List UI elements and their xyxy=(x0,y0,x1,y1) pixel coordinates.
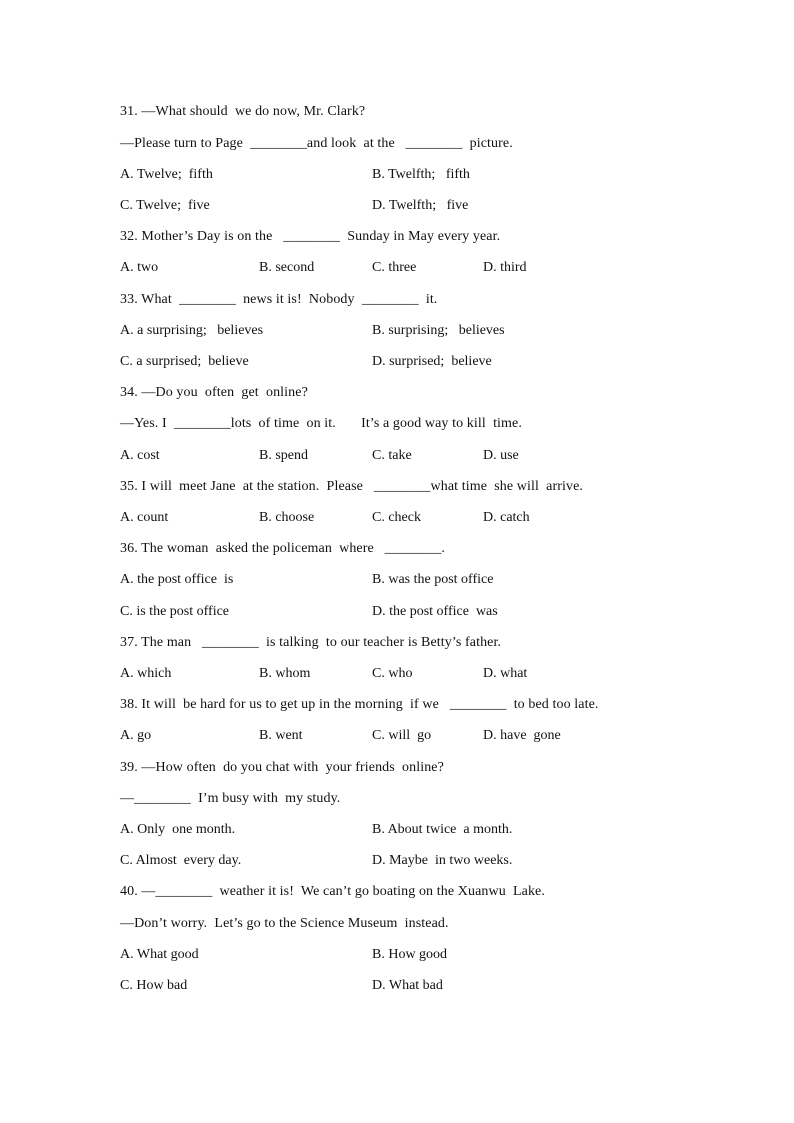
question-39-option-b[interactable]: B. About twice a month. xyxy=(372,822,513,837)
question-40-stem: 40. —________ weather it is! We can’t go boating on the Xuanwu Lake. xyxy=(120,884,545,899)
question-37-option-d[interactable]: D. what xyxy=(483,666,528,681)
question-35-option-b[interactable]: B. choose xyxy=(259,510,315,525)
question-40-option-d[interactable]: D. What bad xyxy=(372,978,443,993)
question-37-option-a[interactable]: A. which xyxy=(120,666,172,681)
question-31-option-b[interactable]: B. Twelfth; fifth xyxy=(372,167,470,182)
question-39-stem: 39. —How often do you chat with your friends online? xyxy=(120,760,444,775)
question-38-option-c[interactable]: C. will go xyxy=(372,728,432,743)
question-34-stem: 34. —Do you often get online? xyxy=(120,385,308,400)
question-40-option-a[interactable]: A. What good xyxy=(120,947,199,962)
question-31-option-a[interactable]: A. Twelve; fifth xyxy=(120,167,213,182)
question-38-stem: 38. It will be hard for us to get up in the morning if we ________ to bed too late. xyxy=(120,697,599,712)
question-35-option-a[interactable]: A. count xyxy=(120,510,169,525)
question-32-option-d[interactable]: D. third xyxy=(483,260,527,275)
question-39-option-c[interactable]: C. Almost every day. xyxy=(120,853,242,868)
question-32-option-b[interactable]: B. second xyxy=(259,260,315,275)
question-34-reply: —Yes. I ________lots of time on it. It’s a good way to kill time. xyxy=(120,416,522,431)
question-39-option-d[interactable]: D. Maybe in two weeks. xyxy=(372,853,513,868)
question-34-option-a[interactable]: A. cost xyxy=(120,448,160,463)
question-32-stem: 32. Mother’s Day is on the ________ Sunday in May every year. xyxy=(120,229,501,244)
question-31-option-d[interactable]: D. Twelfth; five xyxy=(372,198,469,213)
question-31-reply: —Please turn to Page ________and look at the ________ picture. xyxy=(120,136,513,151)
question-34-option-d[interactable]: D. use xyxy=(483,448,519,463)
question-38-option-a[interactable]: A. go xyxy=(120,728,152,743)
question-32-option-a[interactable]: A. two xyxy=(120,260,159,275)
question-33-stem: 33. What ________ news it is! Nobody ________ it. xyxy=(120,292,438,307)
question-36-stem: 36. The woman asked the policeman where ________. xyxy=(120,541,446,556)
question-35-stem: 35. I will meet Jane at the station. Please ________what time she will arrive. xyxy=(120,479,584,494)
question-38-option-d[interactable]: D. have gone xyxy=(483,728,561,743)
question-34-option-c[interactable]: C. take xyxy=(372,448,412,463)
question-35-option-c[interactable]: C. check xyxy=(372,510,421,525)
question-35-option-d[interactable]: D. catch xyxy=(483,510,530,525)
question-37-option-c[interactable]: C. who xyxy=(372,666,413,681)
question-34-option-b[interactable]: B. spend xyxy=(259,448,308,463)
question-37-stem: 37. The man ________ is talking to our teacher is Betty’s father. xyxy=(120,635,502,650)
question-36-option-c[interactable]: C. is the post office xyxy=(120,604,230,619)
question-36-option-d[interactable]: D. the post office was xyxy=(372,604,498,619)
question-36-option-a[interactable]: A. the post office is xyxy=(120,572,234,587)
question-33-option-c[interactable]: C. a surprised; believe xyxy=(120,354,249,369)
question-40-option-b[interactable]: B. How good xyxy=(372,947,448,962)
question-33-option-b[interactable]: B. surprising; believes xyxy=(372,323,505,338)
question-40-reply: —Don’t worry. Let’s go to the Science Museum instead. xyxy=(120,916,449,931)
question-31-option-c[interactable]: C. Twelve; five xyxy=(120,198,210,213)
question-31-stem: 31. —What should we do now, Mr. Clark? xyxy=(120,104,366,119)
question-33-option-d[interactable]: D. surprised; believe xyxy=(372,354,492,369)
question-33-option-a[interactable]: A. a surprising; believes xyxy=(120,323,264,338)
question-39-reply: —________ I’m busy with my study. xyxy=(120,791,341,806)
question-36-option-b[interactable]: B. was the post office xyxy=(372,572,494,587)
question-38-option-b[interactable]: B. went xyxy=(259,728,303,743)
question-39-option-a[interactable]: A. Only one month. xyxy=(120,822,236,837)
question-37-option-b[interactable]: B. whom xyxy=(259,666,311,681)
question-32-option-c[interactable]: C. three xyxy=(372,260,417,275)
question-40-option-c[interactable]: C. How bad xyxy=(120,978,188,993)
